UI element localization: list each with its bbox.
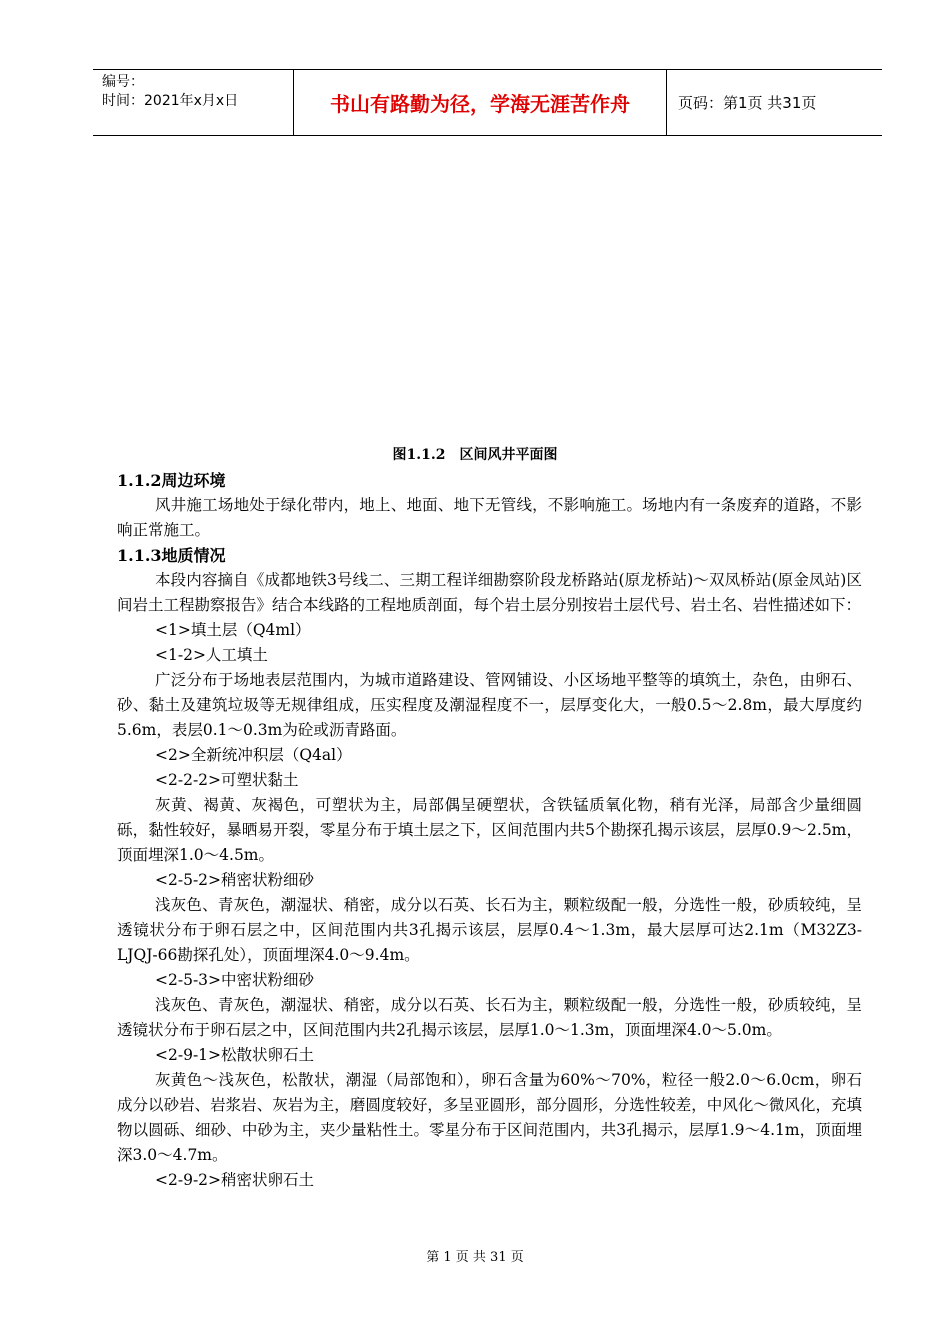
header-table bbox=[93, 69, 882, 136]
header-motto: 书山有路勤为径，学海无涯苦作舟 bbox=[294, 70, 667, 135]
number-label: 编号： bbox=[102, 74, 144, 90]
header-meta bbox=[93, 70, 294, 135]
document-body bbox=[117, 468, 862, 1193]
paragraph: 浅灰色、青灰色，潮湿状、稍密，成分以石英、长石为主，颗粒级配一般，分选性一般，砂质较纯，呈透镜状分布于卵石层之中，区间范围内共3孔揭示该层，层厚0.4～1.3m，最大层厚可达2.1m（M32Z3-LJQJ-66勘探孔处），顶面埋深4.0～9.4m。 bbox=[117, 896, 862, 964]
header-page-info: 页码：第1页 共31页 bbox=[678, 94, 817, 112]
paragraph: 灰黄、褐黄、灰褐色，可塑状为主，局部偶呈硬塑状，含铁锰质氧化物，稍有光泽，局部含少量细圆砾，黏性较好，暴晒易开裂，零星分布于填土层之下，区间范围内共5个勘探孔揭示该层，层厚0.9～2.5m，顶面埋深1.0～4.5m。 bbox=[117, 796, 862, 864]
paragraph: 广泛分布于场地表层范围内，为城市道路建设、管网铺设、小区场地平整等的填筑土，杂色，由卵石、砂、黏土及建筑垃圾等无规律组成，压实程度及潮湿程度不一，层厚变化大，一般0.5～2.8m，最大厚度约5.6m，表层0.1～0.3m为砼或沥青路面。 bbox=[117, 671, 862, 739]
paragraph: 灰黄色～浅灰色，松散状，潮湿（局部饱和），卵石含量为60%～70%，粒径一般2.0～6.0cm，卵石成分以砂岩、岩浆岩、灰岩为主，磨圆度较好，多呈亚圆形，部分圆形，分选性较差，中风化～微风化，充填物以圆砾、细砂、中砂为主，夹少量粘性土。零星分布于区间范围内，共3孔揭示，层厚1.9～4.1m，顶面埋深3.0～4.7m。 bbox=[117, 1071, 862, 1164]
paragraph: <2-2-2>可塑状黏土 bbox=[155, 771, 299, 789]
paragraph: <1>填土层（Q4ml） bbox=[155, 621, 311, 639]
paragraph: 风井施工场地处于绿化带内，地上、地面、地下无管线，不影响施工。场地内有一条废弃的道路，不影响正常施工。 bbox=[117, 496, 862, 539]
figure-caption: 图1.1.2 区间风井平面图 bbox=[392, 447, 558, 463]
paragraph: <2-9-1>松散状卵石土 bbox=[155, 1046, 315, 1064]
paragraph: 本段内容摘自《成都地铁3号线二、三期工程详细勘察阶段龙桥路站(原龙桥站)～双凤桥站(原金凤站)区间岩土工程勘察报告》结合本线路的工程地质剖面，每个岩土层分别按岩土层代号、岩土名、岩性描述如下： bbox=[117, 571, 862, 614]
time-label: 时间：2021年x月x日 bbox=[102, 93, 239, 109]
paragraph: <2-9-2>稍密状卵石土 bbox=[155, 1171, 315, 1189]
paragraph: <1-2>人工填土 bbox=[155, 646, 268, 664]
section-heading: 1.1.2周边环境 bbox=[117, 471, 226, 490]
paragraph: 浅灰色、青灰色，潮湿状、稍密，成分以石英、长石为主，颗粒级配一般，分选性一般，砂质较纯，呈透镜状分布于卵石层之中，区间范围内共2孔揭示该层，层厚1.0～1.3m，顶面埋深4.0～5.0m。 bbox=[117, 996, 862, 1039]
page-footer: 第 1 页 共 31 页 bbox=[426, 1250, 524, 1265]
paragraph: <2-5-3>中密状粉细砂 bbox=[155, 971, 315, 989]
paragraph: <2-5-2>稍密状粉细砂 bbox=[155, 871, 315, 889]
section-heading: 1.1.3地质情况 bbox=[117, 546, 226, 565]
paragraph: <2>全新统冲积层（Q4al） bbox=[155, 746, 352, 764]
